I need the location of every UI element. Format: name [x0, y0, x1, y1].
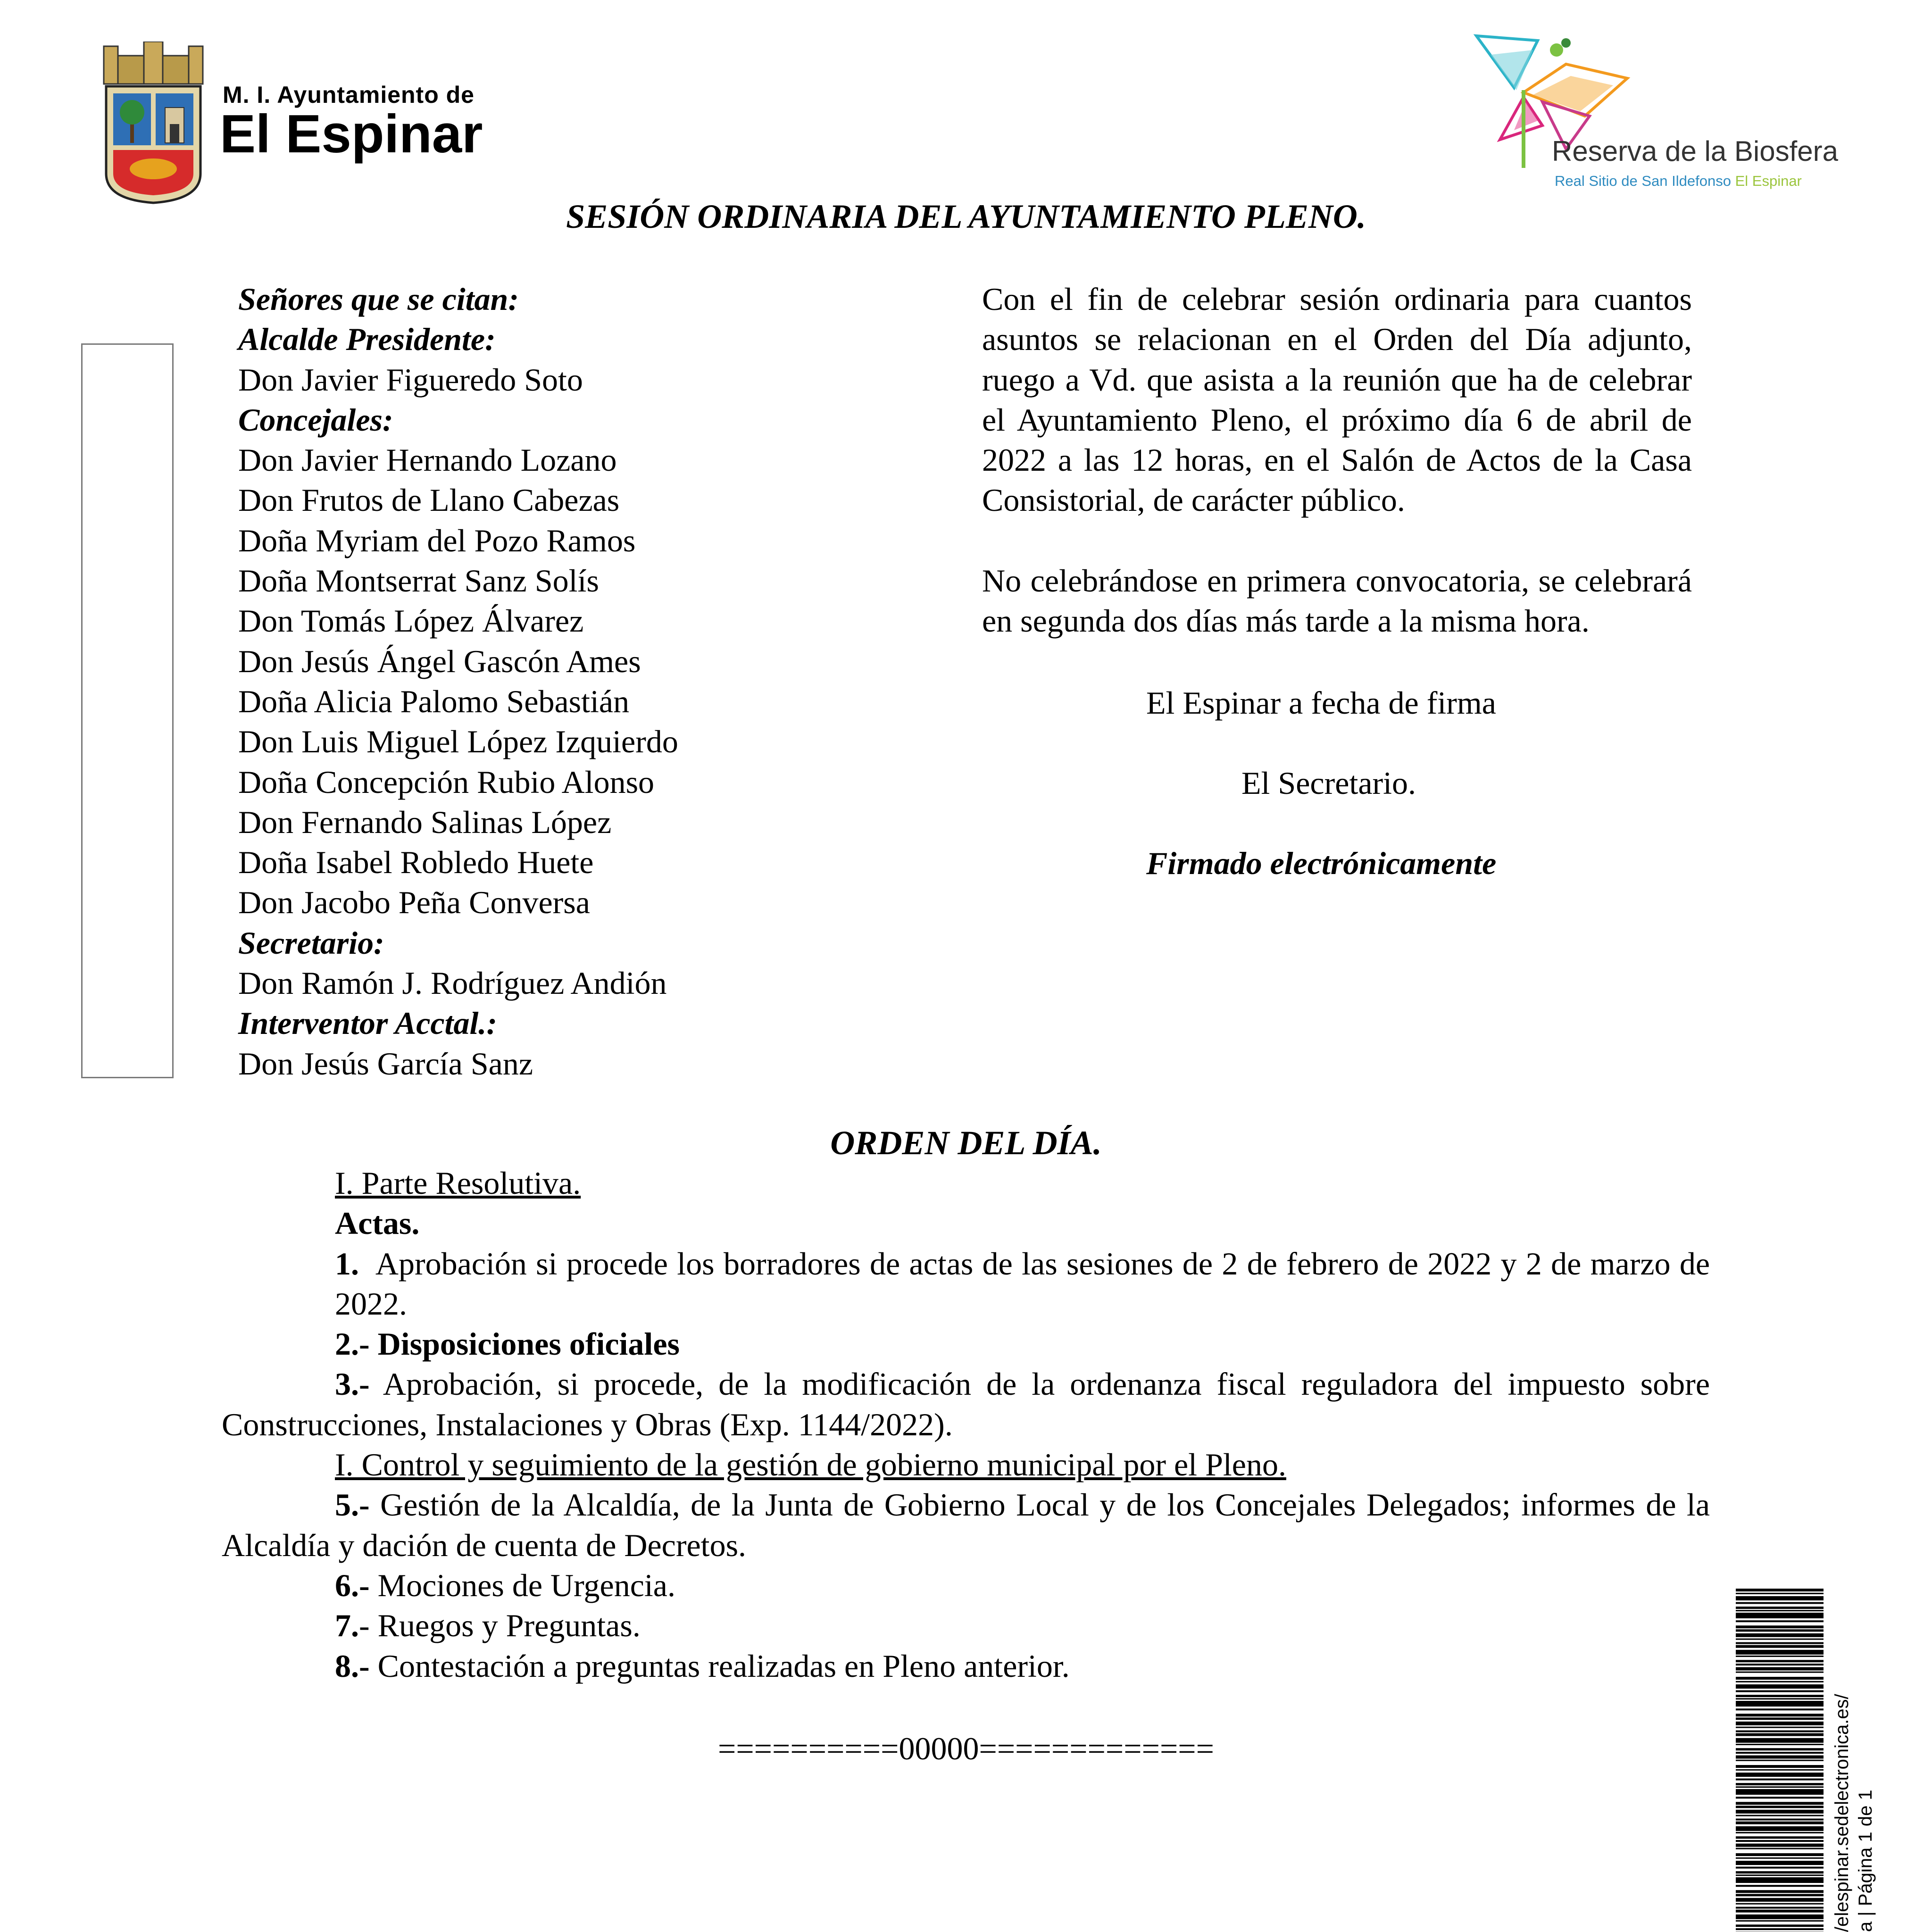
electronic-signature-note: Firmado electrónicamente — [1146, 845, 1497, 881]
concejal-name: Don Jesús Ángel Gascón Ames — [238, 643, 641, 679]
agenda-title: ORDEN DEL DÍA. — [830, 1124, 1102, 1162]
concejal-name: Don Frutos de Llano Cabezas — [238, 482, 620, 518]
concejal-name: Don Tomás López Álvarez — [238, 603, 584, 639]
agenda-item-7 — [222, 1606, 1710, 1646]
agenda-item-text: Contestación a preguntas realizadas en Pleno anterior. — [377, 1648, 1070, 1684]
agenda-item-number: 7. — [335, 1607, 359, 1644]
concejal-name: Doña Montserrat Sanz Solís — [238, 563, 599, 599]
convocatoria-text — [982, 279, 1692, 641]
agenda-actas: Actas. — [335, 1205, 420, 1241]
convocatoria-paragraph-2: No celebrándose en primera convocatoria, se celebrará en segunda dos días más tarde a la misma hora. — [982, 563, 1692, 639]
agenda-item-3 — [222, 1364, 1710, 1445]
agenda-part-1: I. Parte Resolutiva. — [335, 1165, 581, 1201]
agenda-item-number: 5.- — [335, 1487, 370, 1523]
secretario-name: Don Ramón J. Rodríguez Andión — [238, 965, 667, 1001]
attendee-list — [238, 279, 946, 1084]
verification-url: /elespinar.sedelectronica.es/ — [1832, 1694, 1852, 1932]
agenda-item-text: - Ruegos y Preguntas. — [359, 1607, 641, 1644]
concejal-name: Don Luis Miguel López Izquierdo — [238, 724, 678, 760]
secretario-label: Secretario: — [238, 924, 384, 961]
concejal-name: Doña Concepción Rubio Alonso — [238, 764, 655, 800]
biosphere-subtitle — [1555, 173, 1802, 190]
secretario-signature-label: El Secretario. — [1241, 765, 1416, 801]
ayuntamiento-subtitle: M. I. Ayuntamiento de — [223, 82, 475, 108]
concejal-name: Don Fernando Salinas López — [238, 804, 612, 840]
biosphere-title: Reserva de la Biosfera — [1552, 135, 1838, 167]
municipal-crest-icon — [99, 42, 208, 204]
agenda-item-5 — [222, 1485, 1710, 1566]
interventor-name: Don Jesús García Sanz — [238, 1045, 533, 1082]
verification-side-text — [1830, 1689, 1885, 1932]
agenda-item-number: 6.- — [335, 1567, 370, 1603]
ayuntamiento-name: El Espinar — [220, 104, 483, 164]
agenda-part-2: I. Control y seguimiento de la gestión de gobierno municipal por el Pleno. — [335, 1447, 1286, 1483]
biosphere-subtitle-a: Real Sitio de San Ildefonso — [1555, 173, 1731, 189]
concejales-label: Concejales: — [238, 401, 393, 438]
concejal-name: Doña Isabel Robledo Huete — [238, 844, 594, 881]
agenda-item-1 — [222, 1244, 1710, 1324]
agenda — [222, 1163, 1710, 1686]
interventor-label: Interventor Acctal.: — [238, 1005, 497, 1041]
alcalde-name: Don Javier Figueredo Soto — [238, 361, 583, 398]
document-title: SESIÓN ORDINARIA DEL AYUNTAMIENTO PLENO. — [566, 198, 1366, 235]
agenda-item-2: 2.- Disposiciones oficiales — [335, 1326, 680, 1362]
agenda-item-text: Gestión de la Alcaldía, de la Junta de Gobierno Local y de los Concejales Delegados; informes de la Alcaldía y dación de cuenta de Decretos. — [222, 1487, 1710, 1563]
agenda-item-number: 8.- — [335, 1648, 370, 1684]
agenda-item-text: Aprobación, si procede, de la modificación de la ordenanza fiscal reguladora del impuesto sobre Construcciones, Instalaciones y Obras (Exp. 1144/2022). — [222, 1366, 1710, 1442]
concejal-name: Don Javier Hernando Lozano — [238, 442, 617, 478]
agenda-item-text: Mociones de Urgencia. — [377, 1567, 675, 1603]
agenda-item-text: Aprobación si procede los borradores de actas de las sesiones de 2 de febrero de 2022 y 2 de marzo de 2022. — [335, 1245, 1710, 1322]
attendees-heading: Señores que se citan: — [238, 281, 519, 317]
side-box — [81, 343, 174, 1078]
concejal-name: Doña Myriam del Pozo Ramos — [238, 522, 636, 558]
agenda-item-number: 1. — [335, 1245, 359, 1282]
barcode-icon — [1736, 1589, 1824, 1932]
alcalde-label: Alcalde Presidente: — [238, 321, 496, 358]
agenda-item-number: 3.- — [335, 1366, 370, 1402]
biosphere-subtitle-b: El Espinar — [1735, 173, 1802, 189]
agenda-item-8 — [222, 1646, 1710, 1686]
agenda-item-6 — [222, 1566, 1710, 1606]
convocatoria-paragraph-1: Con el fin de celebrar sesión ordinaria para cuantos asuntos se relacionan en el Orden del Día adjunto, ruego a Vd. que asista a la reunión que ha de celebrar el Ayuntamiento Pleno, el próximo día 6 de abril de 2022 a las 12 horas, en el Salón de Actos de la Casa Consistorial, de carácter público. — [982, 281, 1692, 518]
place-date: El Espinar a fecha de firma — [1146, 685, 1496, 721]
concejal-name: Doña Alicia Palomo Sebastián — [238, 683, 630, 719]
page-count: a | Página 1 de 1 — [1855, 1790, 1876, 1932]
concejal-name: Don Jacobo Peña Conversa — [238, 884, 590, 921]
closing-separator: ==========00000============= — [717, 1731, 1215, 1766]
